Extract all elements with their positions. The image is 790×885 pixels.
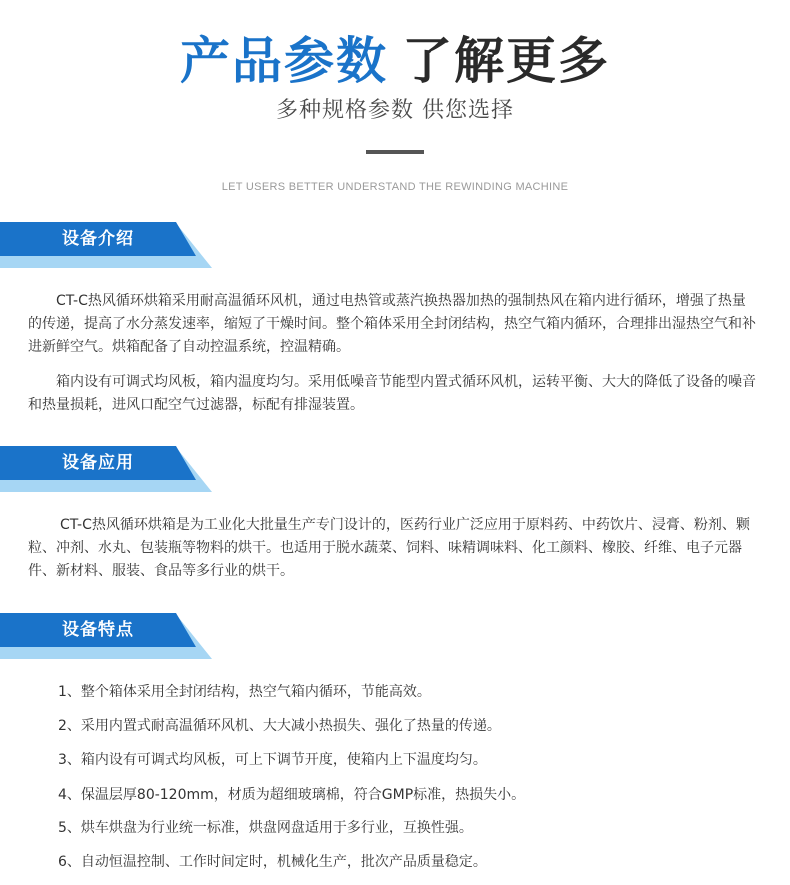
section-heading: 设备应用	[62, 453, 134, 473]
feature-item: 5、烘车烘盘为行业统一标准，烘盘网盘适用于多行业，互换性强。	[58, 820, 473, 836]
intro-paragraph-2: 箱内设有可调式均风板，箱内温度均匀。采用低噪音节能型内置式循环风机，运转平衡、大大的降低了设备的噪音和热量损耗，进风口配空气过滤器，标配有排湿装置。	[28, 374, 756, 413]
feature-item: 3、箱内设有可调式均风板，可上下调节开度，使箱内上下温度均匀。	[58, 752, 487, 768]
section-heading: 设备介绍	[62, 229, 134, 249]
english-tagline: LET USERS BETTER UNDERSTAND THE REWINDING MACHINE	[221, 181, 569, 193]
section-header-application	[0, 446, 215, 492]
section-heading: 设备特点	[62, 620, 134, 640]
page-title	[0, 28, 790, 94]
section-header-features	[0, 613, 215, 659]
page-title-secondary: 了解更多	[402, 32, 610, 90]
page-subtitle: 多种规格参数 供您选择	[276, 98, 514, 123]
feature-item: 4、保温层厚80-120mm，材质为超细玻璃棉，符合GMP标准，热损失小。	[58, 787, 526, 803]
application-paragraph: CT-C热风循环烘箱是为工业化大批量生产专门设计的，医药行业广泛应用于原料药、中药饮片、浸膏、粉剂、颗粒、冲剂、水丸、包装瓶等物料的烘干。也适用于脱水蔬菜、饲料、味精调味料、化工颜料、橡胶、纤维、电子元器件、新材料、服装、食品等多行业的烘干。	[28, 517, 750, 579]
intro-paragraph-1: CT-C热风循环烘箱采用耐高温循环风机，通过电热管或蒸汽换热器加热的强制热风在箱内进行循环，增强了热量的传递，提高了水分蒸发速率，缩短了干燥时间。整个箱体采用全封闭结构，热空气箱内循环，合理排出湿热空气和补进新鲜空气。烘箱配备了自动控温系统，控温精确。	[28, 293, 756, 355]
feature-item: 2、采用内置式耐高温循环风机、大大减小热损失、强化了热量的传递。	[58, 718, 501, 734]
feature-item: 6、自动恒温控制、工作时间定时，机械化生产，批次产品质量稳定。	[58, 854, 487, 870]
section-header-intro	[0, 222, 215, 268]
page-title-primary: 产品参数	[180, 32, 388, 90]
title-divider	[366, 150, 424, 154]
feature-item: 1、整个箱体采用全封闭结构，热空气箱内循环，节能高效。	[58, 684, 431, 700]
